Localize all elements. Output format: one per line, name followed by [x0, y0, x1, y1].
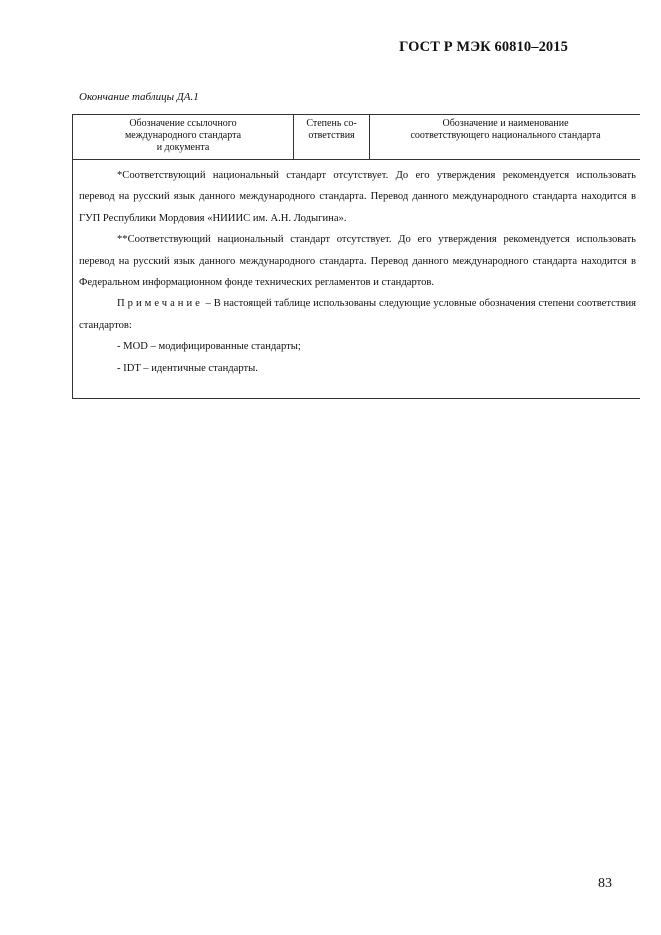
footnote-1: *Соответствующий национальный стандарт отсутствует. До его утверждения рекомендуется использовать перевод на русский язык данного международного стандарта. Перевод данного международного стандарта находится в ГУП Республики Мордовия «НИИИС им. А.Н. Лодыгина». — [79, 170, 636, 224]
document-code: ГОСТ Р МЭК 60810–2015 — [399, 39, 568, 55]
table-header-row — [73, 115, 640, 160]
note-paragraph — [79, 293, 636, 336]
column-header-conformity-degree: Степень со- ответствия — [294, 115, 370, 159]
column-header-international-standard: Обозначение ссылочного международного стандарта и документа — [73, 115, 294, 159]
list-item-idt: - IDT – идентичные стандарты. — [117, 362, 258, 374]
reference-table — [72, 114, 640, 399]
list-item-mod: - MOD – модифицированные стандарты; — [117, 341, 301, 353]
table-caption: Окончание таблицы ДА.1 — [79, 91, 199, 103]
note-label: Примечание — [117, 298, 203, 310]
page-number: 83 — [598, 876, 612, 891]
note-text: – В настоящей таблице использованы следующие условные обозначения степени соответствия стандартов: — [79, 298, 636, 331]
table-notes — [73, 160, 640, 398]
column-header-national-standard: Обозначение и наименование соответствующего национального стандарта — [410, 118, 601, 141]
footnote-2: **Соответствующий национальный стандарт отсутствует. До его утверждения рекомендуется использовать перевод на русский язык данного международного стандарта. Перевод данного международного стандарта находится в Федеральном информационном фонде технических регламентов и стандартов. — [79, 234, 636, 289]
